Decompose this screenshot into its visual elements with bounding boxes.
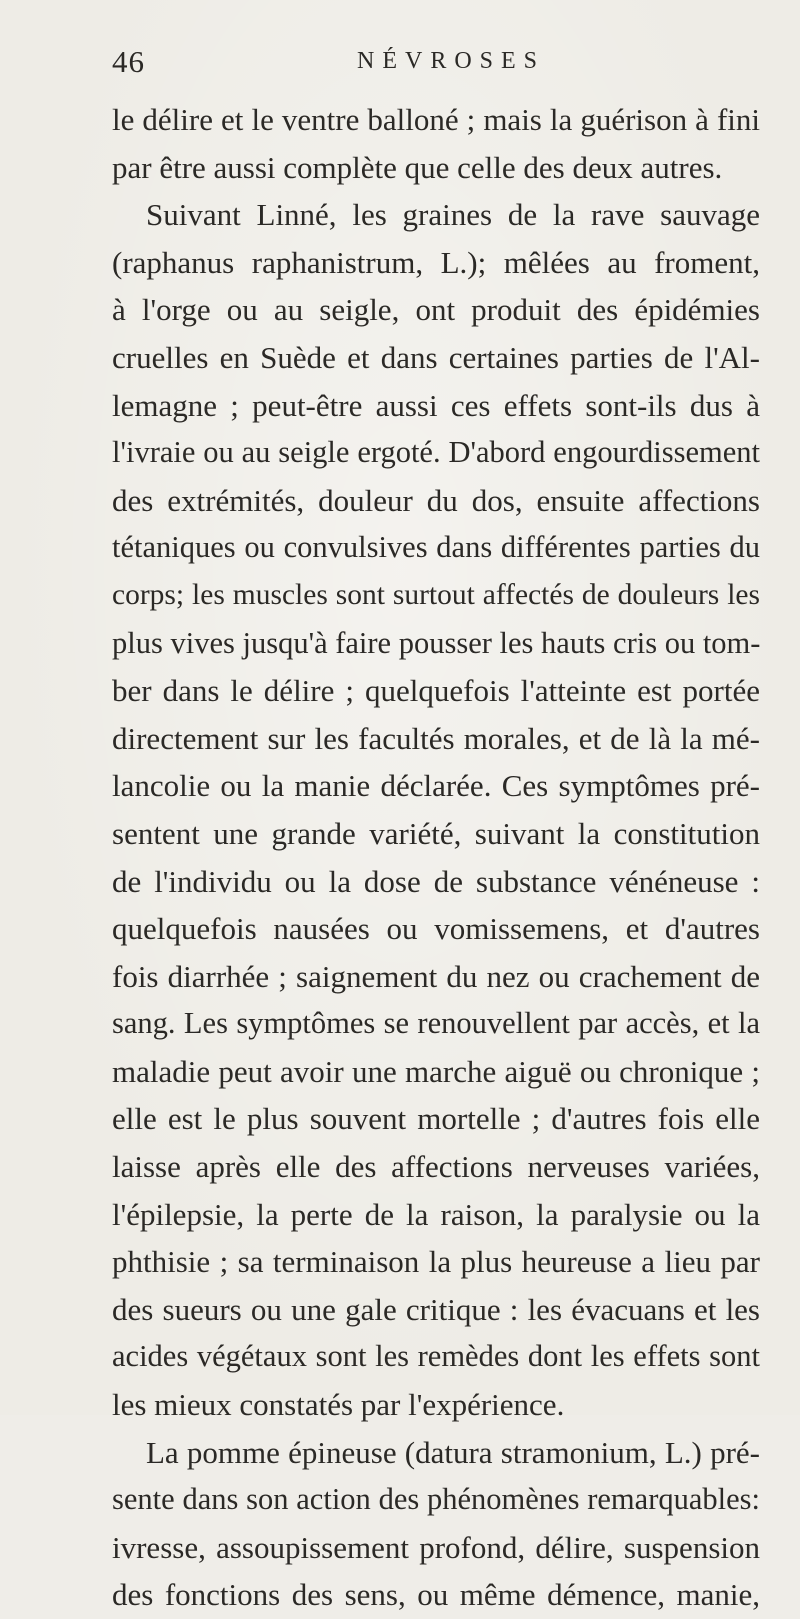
text-line: sang. Les symptômes se renouvellent par accès, et la bbox=[112, 1006, 760, 1041]
text-line: l'ivraie ou au seigle ergoté. D'abord engourdissement bbox=[112, 435, 760, 470]
text-line: acides végétaux sont les remèdes dont les effets sont bbox=[112, 1339, 760, 1374]
text-line: cruelles en Suède et dans certaines parties de l'Al- bbox=[112, 339, 760, 375]
text-line: des sueurs ou une gale critique : les évacuans et les bbox=[112, 1291, 760, 1327]
body-text bbox=[112, 96, 760, 1619]
running-title: NÉVROSES bbox=[357, 48, 546, 74]
text-line: par être aussi complète que celle des deux autres. bbox=[112, 149, 723, 185]
page-number: 46 bbox=[112, 44, 145, 79]
page-header bbox=[112, 42, 752, 82]
text-line: Suivant Linné, les graines de la rave sauvage bbox=[146, 197, 760, 233]
text-line: plus vives jusqu'à faire pousser les hauts cris ou tom- bbox=[112, 625, 760, 660]
text-line: ivresse, assoupissement profond, délire, suspension bbox=[112, 1529, 760, 1565]
text-line: l'épilepsie, la perte de la raison, la paralysie ou la bbox=[112, 1196, 760, 1232]
text-line: lemagne ; peut-être aussi ces effets sont-ils dus à bbox=[112, 387, 760, 423]
text-line: tétaniques ou convulsives dans différentes parties du bbox=[112, 530, 760, 565]
text-line: directement sur les facultés morales, et de là la mé- bbox=[112, 720, 760, 756]
text-line: le délire et le ventre balloné ; mais la guérison à fini bbox=[112, 102, 760, 137]
text-line: les mieux constatés par l'expérience. bbox=[112, 1387, 565, 1423]
text-line: ber dans le délire ; quelquefois l'atteinte est portée bbox=[112, 673, 760, 709]
text-line: à l'orge ou au seigle, ont produit des épidémies bbox=[112, 292, 760, 328]
text-line: sentent une grande variété, suivant la constitution bbox=[112, 815, 760, 851]
text-line: elle est le plus souvent mortelle ; d'autres fois elle bbox=[112, 1101, 760, 1137]
text-line: des extrémités, douleur du dos, ensuite affections bbox=[112, 482, 760, 518]
text-line: des fonctions des sens, ou même démence, manie, bbox=[112, 1577, 760, 1613]
text-line: laisse après elle des affections nerveuses variées, bbox=[112, 1149, 760, 1185]
text-line: La pomme épineuse (datura stramonium, L.) pré- bbox=[146, 1434, 760, 1470]
text-line: maladie peut avoir une marche aiguë ou chronique ; bbox=[112, 1053, 760, 1089]
text-line: quelquefois nausées ou vomissemens, et d'autres bbox=[112, 911, 760, 947]
text-line: (raphanus raphanistrum, L.); mêlées au froment, bbox=[112, 244, 760, 280]
text-line: fois diarrhée ; saignement du nez ou crachement de bbox=[112, 958, 760, 994]
text-line: sente dans son action des phénomènes remarquables: bbox=[112, 1482, 760, 1517]
text-line: phthisie ; sa terminaison la plus heureuse a lieu par bbox=[112, 1244, 760, 1280]
text-line: corps; les muscles sont surtout affectés de douleurs les bbox=[112, 578, 760, 611]
text-line: de l'individu ou la dose de substance vénéneuse : bbox=[112, 863, 760, 899]
text-line: lancolie ou la manie déclarée. Ces symptômes pré- bbox=[112, 768, 760, 804]
